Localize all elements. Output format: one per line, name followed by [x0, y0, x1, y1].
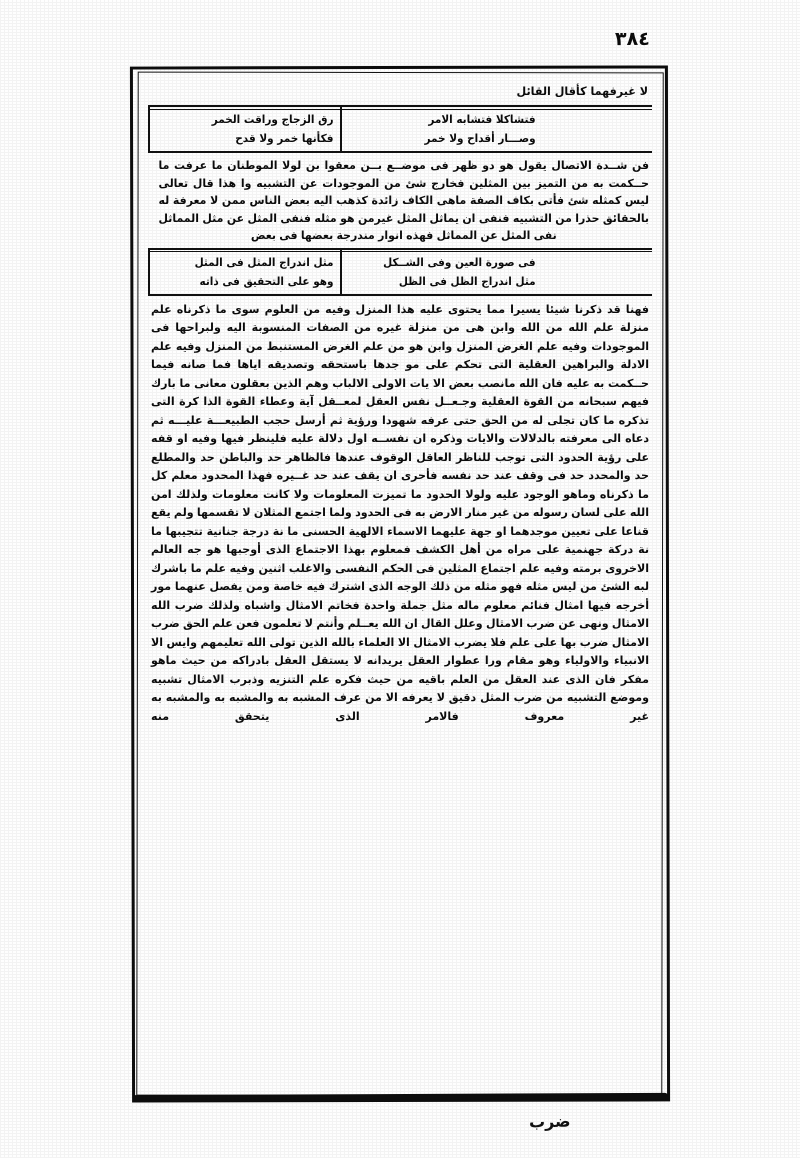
- catchword: [0, 1112, 800, 1131]
- verse-table-1: [148, 105, 652, 153]
- verse-margin-cell: [541, 250, 652, 294]
- verse-row: [148, 107, 652, 151]
- header-line: لا غيرفهما كأقال القائل: [516, 84, 649, 98]
- verse-column-left: [340, 107, 542, 151]
- verse-hemistich: فكأنها خمر ولا قدح: [235, 132, 334, 145]
- verse-hemistich: مثل اندراج المثل فى المثل: [194, 255, 334, 269]
- body-paragraph: فهنا قد ذكرنا شيئا يسيرا مما يحتوى عليه هذا المنزل وفيه من العلوم سوى ما ذكرناه علم منزلة علم الله من الله وابن هى من منزلة غيره من الصفات المنسوبة اليه ولبراحها فى الموجودات وفيه علم الغرض المنزل وابن هو من علم الغرض المستنبط من المنزل وفيه علم الادلة والبراهين العقلية التى تحكم على مو جدها باستحقه وتصديقه اياها فما صانه فيما حــكمت به عليه فان الله مانصب بعض الا يات الاولى الالباب وهم الذين بعقلون معانى ما بارك فيهم سبحانه من القوة العقلية وجـعــل نفس العقل لمعــقل آية وعطاء القوة الذا كرة التى تذكره ما كان تجلى له من الحق حتى عرفه شهودا ورؤية ثم أرسل حجب الطبيعـــة عليـــه ثم دعاه الى معرفته بالدلالات والايات وذكره ان نفســه اول دلالة عليه فلينظر فيها وفيه او قفه على رؤية الحدود التى توجب للناظر العاقل الوقوف عندها فالظاهر حد والباطن حد والمطلع حد والمحدد حد فى وقف عند حد نفسه فأحرى ان يقف عند حد غــيره فهذا المحدود معلم كل ما ذكرناه وماهو الوجود عليه ولولا الحدود ما تميزت المعلومات ولا كانت معلومات ولذلك امن الله على لسان رسوله من غير منار الارض به فى الحدود ولما اجتمع المثلان لا تقسمها ولم يقع قناعا على تعيين موجدهما او جهة عليهما الاسماء الالهية الحسنى ما نة درجة جنانية تتجيبها ما نة دركة جهنمية على مراه من أهل الكشف فمعلوم بهذا الاجتماع الذى أوجبها هو جه العالم الاخروى برمته وفيه علم اجتماع المثلين فى الحكم النفسى والاغلب اثنين وفيه علم ما باشرك لبه الشئ من ليس مثله فهو مثله من ذلك الوجه الذى اشترك فيه خاصة ومن يفصل عنهما مور أخرجه فيها امثال فنائم معلوم ماله مثل جملة واحدة فخاتم الامثال واشباه ولذلك ضرب الله الامثال ونهى عن ضرب الامثال وعلل القال ان الله يعــلم وأنتم لا تعلمون فعن علم الحق ضرب الامثال ضرب بها على علم فلا يضرب الامثال الا العلماء بالله الذين تولى الله تعليمهم وايس الا الانبياء والاولياء وهو مقام ورا عطوار العقل يريدانه لا يستقل العقل بادراكه من حيث ماهو مفكر فان الذى عند العقل من العلم باقيه من حيث فكره علم التنزيه وذبرب الامثال تشبيه وموضع التشبيه من ضرب المثل دقيق لا يعرفه الا من عرف المشبه به والمشبه به والمشبه به غير معروف فالامر الذى يتحقق منه: [151, 302, 649, 723]
- verse-column-left: [340, 250, 542, 294]
- verse-hemistich: فتشاكلا فتشابه الامر: [427, 113, 536, 126]
- text-block: [141, 76, 659, 1092]
- verse-table-2: [148, 248, 652, 296]
- verse-column-right: [148, 250, 340, 294]
- paragraph-one: فن شــدة الاتصال يقول هو دو ظهر فى موضــع بــن معقوا بن لولا الموطنان ما عرفت ما حــكمت به من التميز بين المثلين فخارج شئ من الموجودات عن التشبيه وا هذا قال تعالى ليس كمثله شئ فأتى بكاف الصفة ماهى الكاف زائدة كذهب اليه بعض الناس ممن لا معرفة له بالحقائق حذرا من التشبيه فنفى ان يماثل المثل غيرمن هو مثله فنفى المثل عن مثل المماثل نفى المثل عن المماثل فهذه انوار مندرجة بعضها فى بعض: [158, 159, 650, 243]
- folio-number: ٣٨٤: [615, 27, 651, 51]
- verse-hemistich: وهو على التحقيق فى ذاته: [199, 274, 334, 288]
- verse-column-right: [148, 107, 340, 151]
- verse-hemistich: فى صورة العين وفى الشــكل: [382, 255, 536, 269]
- verse-hemistich: وصـــار أقداح ولا خمر: [424, 132, 536, 145]
- verse-hemistich: رق الزجاج وراقت الخمر: [211, 113, 334, 126]
- verse-margin-cell: [541, 107, 652, 151]
- verse-row: [148, 250, 652, 294]
- verse-hemistich: مثل اندراج الظل فى الظل: [398, 274, 536, 288]
- catchword-text: ضرب: [529, 1111, 571, 1132]
